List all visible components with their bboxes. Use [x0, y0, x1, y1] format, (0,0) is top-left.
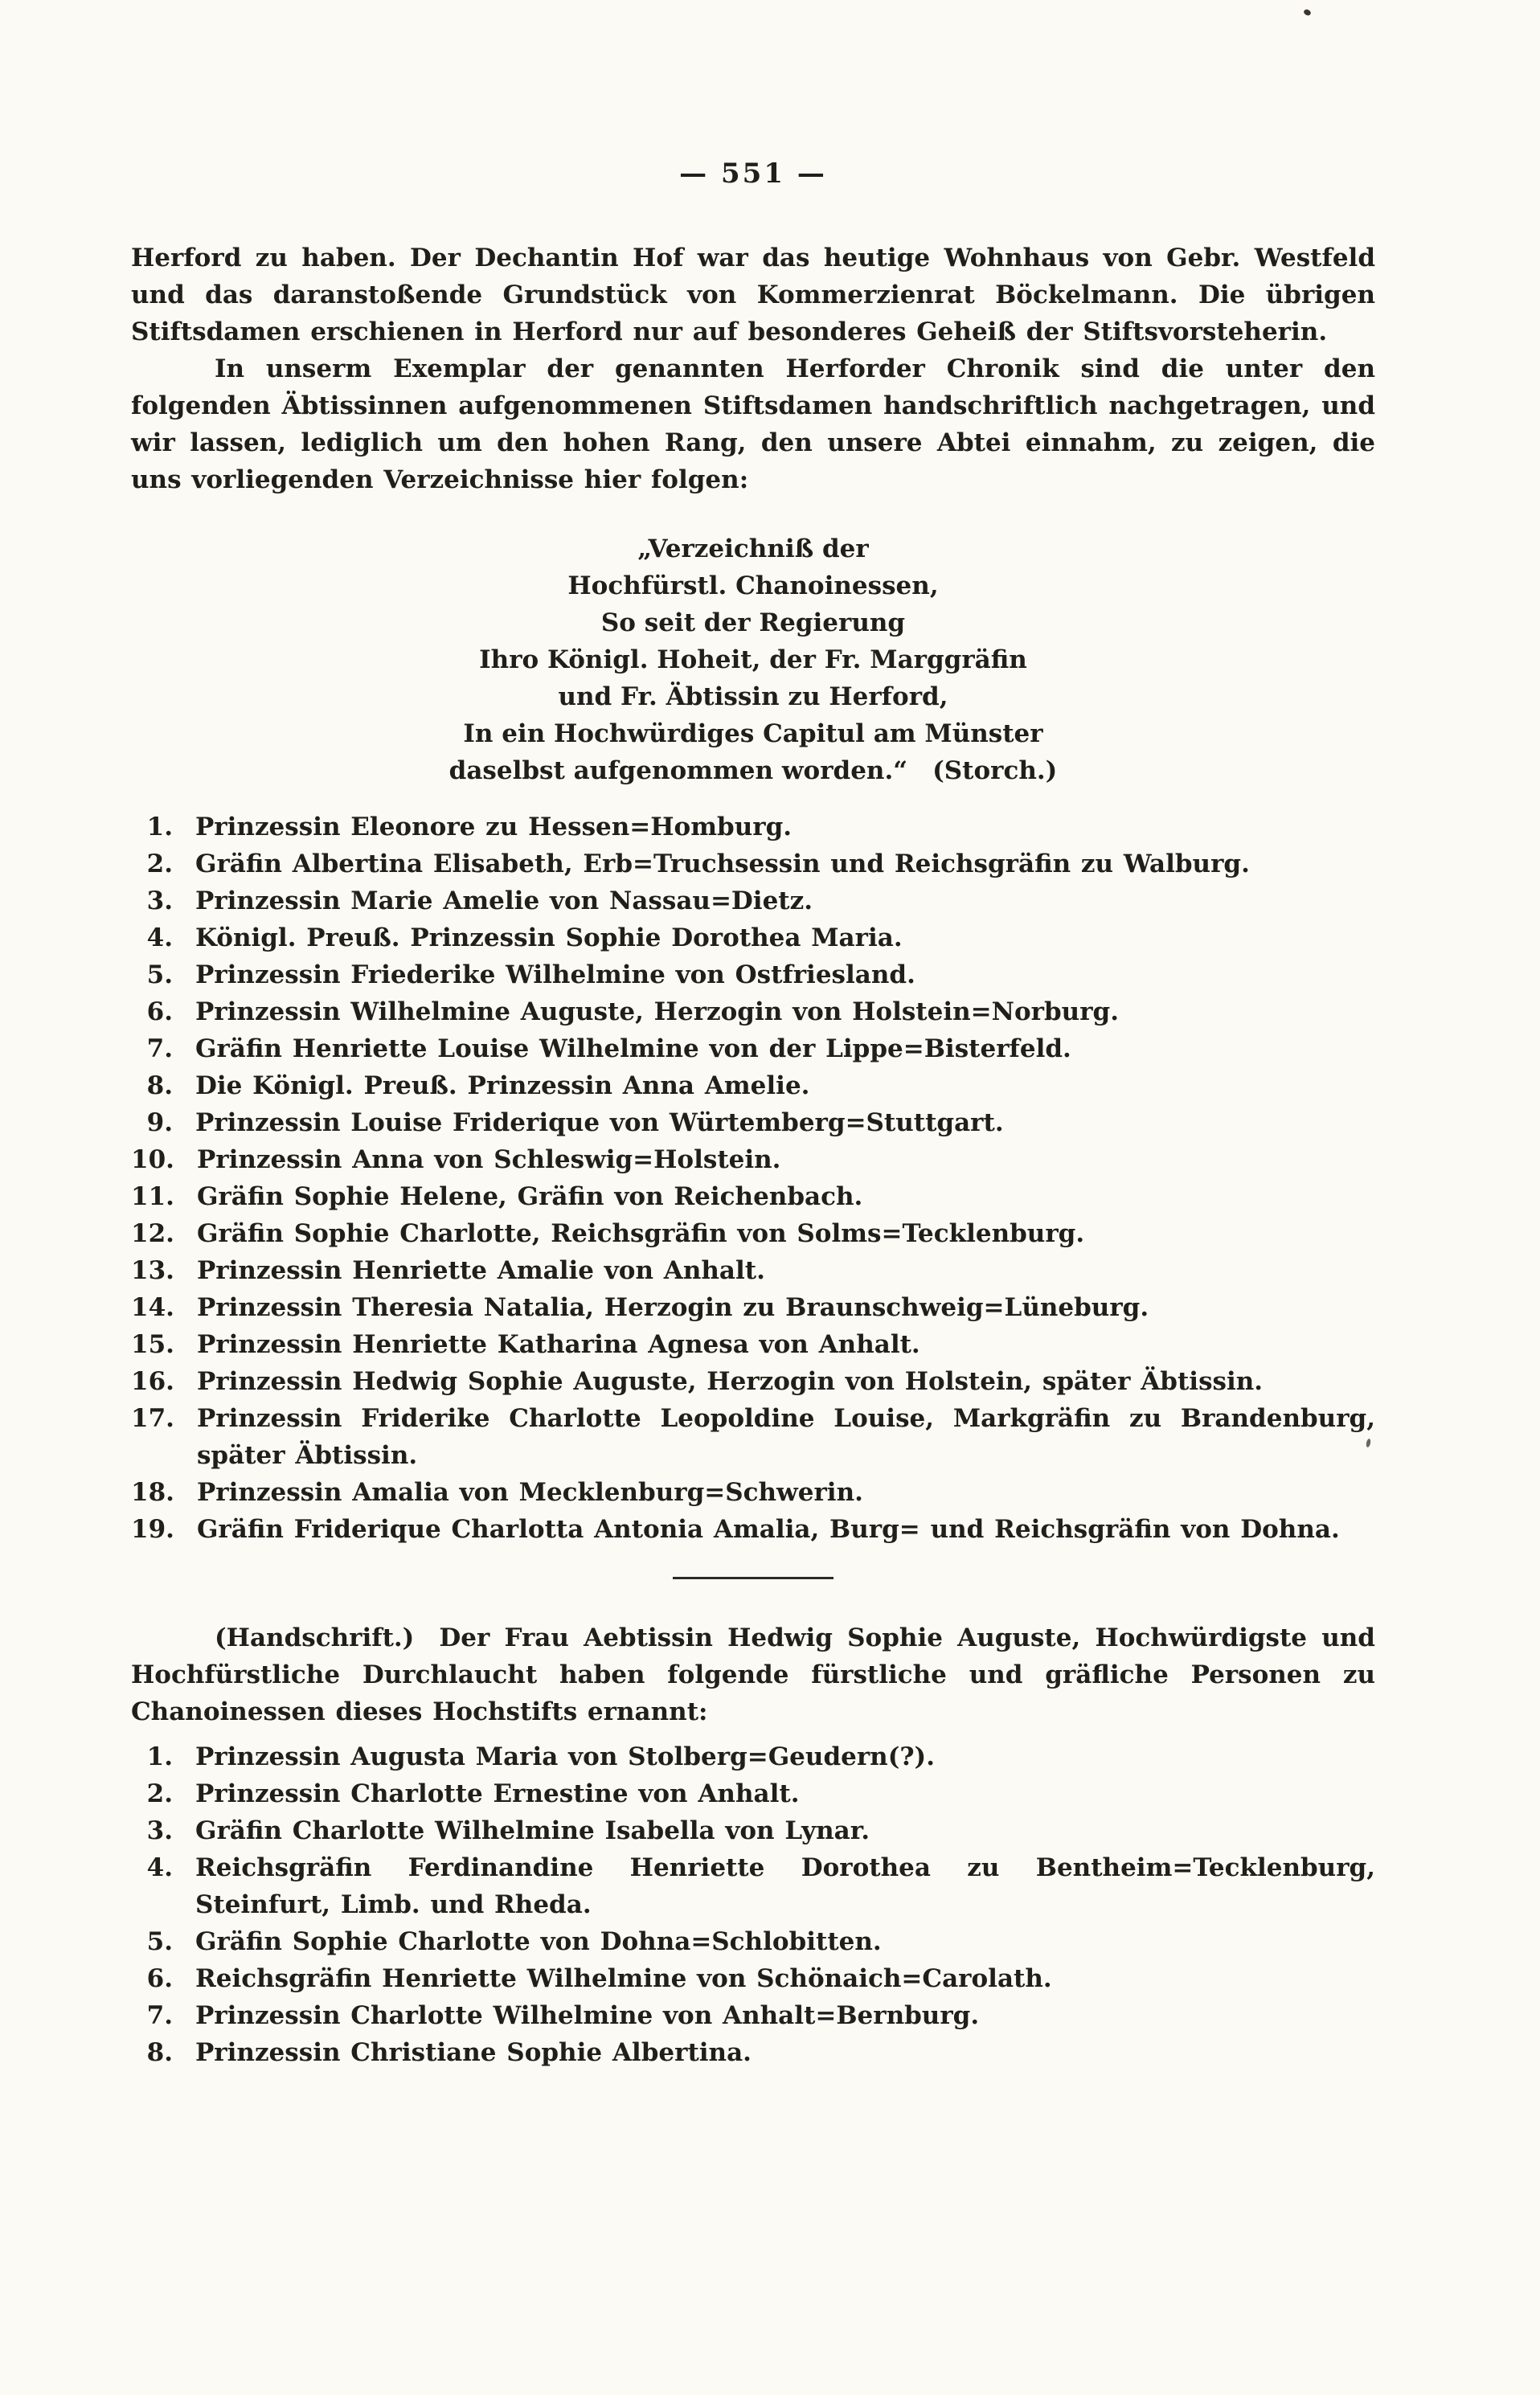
list-item-text: Prinzessin Charlotte Ernestine von Anhalt.: [195, 1779, 800, 1808]
list-item-number: 3.: [146, 886, 173, 915]
list-item-text: Prinzessin Friederike Wilhelmine von Ostfriesland.: [195, 960, 915, 989]
list-item: [131, 1997, 1375, 2034]
list-item: [131, 1923, 1375, 1960]
list-item-text: Gräfin Charlotte Wilhelmine Isabella von Lynar.: [195, 1816, 870, 1845]
list-item: [131, 1104, 1375, 1141]
list-item: [131, 1400, 1375, 1474]
list-item: [131, 1326, 1375, 1363]
list-item-text: Prinzessin Eleonore zu Hessen=Homburg.: [195, 813, 793, 841]
list-item-number: 11.: [131, 1182, 174, 1211]
list-item-number: 9.: [146, 1108, 173, 1137]
list-item-text: Prinzessin Marie Amelie von Nassau=Dietz.: [195, 886, 813, 915]
list-item-number: 7.: [146, 2001, 173, 2030]
list-item-number: 17.: [131, 1404, 174, 1433]
list-item: [131, 1511, 1375, 1548]
list-item-text: Prinzessin Theresia Natalia, Herzogin zu Braunschweig=Lüneburg.: [196, 1293, 1149, 1322]
list-item: [131, 1738, 1375, 1775]
list-item: [131, 809, 1375, 845]
list-item-text: Gräfin Albertina Elisabeth, Erb=Truchsessin und Reichsgräfin zu Walburg.: [195, 850, 1250, 878]
list-item-number: 8.: [146, 1071, 173, 1100]
list-item-number: 10.: [131, 1145, 174, 1174]
list-item-text: Prinzessin Louise Friderique von Würtemberg=Stuttgart.: [195, 1108, 1004, 1137]
list-item-text: Gräfin Henriette Louise Wilhelmine von der Lippe=Bisterfeld.: [195, 1034, 1071, 1063]
paragraph-chronik: In unserm Exemplar der genannten Herforder Chronik sind die unter den folgenden Äbtissinnen aufgenommenen Stiftsdamen handschriftlich nachgetragen, und wir lassen, lediglich um den hohen Rang, den unsere Abtei einnahm, zu zeigen, die uns vorliegenden Verzeichnisse hier folgen:: [131, 354, 1375, 494]
section-divider: [673, 1577, 833, 1579]
list-item-text: Prinzessin Henriette Katharina Agnesa von Anhalt.: [196, 1330, 920, 1359]
list-item-text: Gräfin Sophie Helene, Gräfin von Reichenbach.: [196, 1182, 863, 1211]
book-page: [131, 0, 1375, 2071]
list-item-number: 6.: [146, 997, 173, 1026]
list-item-text: Gräfin Sophie Charlotte von Dohna=Schlobitten.: [195, 1927, 882, 1956]
list-item-text: Reichsgräfin Ferdinandine Henriette Dorothea zu Bentheim=Tecklenburg, Steinfurt, Limb. und Rheda.: [195, 1853, 1375, 1919]
list-item-text: Die Königl. Preuß. Prinzessin Anna Amelie.: [195, 1071, 810, 1100]
list-item-number: 15.: [131, 1330, 174, 1359]
list-item: [131, 1849, 1375, 1923]
list-item: [131, 1252, 1375, 1289]
list-item-number: 18.: [131, 1478, 174, 1507]
verse-line: daselbst aufgenommen worden.“ (Storch.): [448, 756, 1058, 785]
list-item-number: 8.: [146, 2038, 173, 2067]
list-item-number: 5.: [146, 960, 173, 989]
list-item: [131, 1775, 1375, 1812]
list-item: [131, 1474, 1375, 1511]
list-item: [131, 956, 1375, 993]
list-item-number: 5.: [146, 1927, 173, 1956]
list-item-number: 4.: [146, 1853, 173, 1882]
list-item: [131, 993, 1375, 1030]
list-item-text: Reichsgräfin Henriette Wilhelmine von Schönaich=Carolath.: [195, 1964, 1052, 1993]
list-item: [131, 845, 1375, 882]
list-item-text: Gräfin Friderique Charlotta Antonia Amalia, Burg= und Reichsgräfin von Dohna.: [196, 1515, 1340, 1544]
list-item-text: Prinzessin Wilhelmine Auguste, Herzogin von Holstein=Norburg.: [195, 997, 1119, 1026]
list-item: [131, 1812, 1375, 1849]
chanoinessen-list-storch: [131, 809, 1375, 1548]
verse-block: [131, 530, 1375, 789]
list-item-text: Königl. Preuß. Prinzessin Sophie Dorothea Maria.: [195, 923, 903, 952]
verse-line: Hochfürstl. Chanoinessen,: [567, 571, 939, 600]
paragraph-handschrift: (Handschrift.) Der Frau Aebtissin Hedwig Sophie Auguste, Hochwürdigste und Hochfürstliche Durchlaucht haben folgende fürstliche und gräfliche Personen zu Chanoinessen dieses Hochstifts ernannt:: [131, 1623, 1375, 1726]
verse-line: So seit der Regierung: [600, 608, 906, 637]
list-item-number: 16.: [131, 1367, 174, 1396]
list-item-number: 13.: [131, 1256, 174, 1285]
list-item-text: Prinzessin Christiane Sophie Albertina.: [195, 2038, 752, 2067]
list-item: [131, 1030, 1375, 1067]
list-item-number: 2.: [146, 1779, 173, 1808]
chanoinessen-list-handschrift: [131, 1738, 1375, 2071]
list-item-number: 12.: [131, 1219, 174, 1248]
list-item: [131, 1215, 1375, 1252]
list-item-text: Prinzessin Anna von Schleswig=Holstein.: [196, 1145, 781, 1174]
paragraph-intro: Herford zu haben. Der Dechantin Hof war das heutige Wohnhaus von Gebr. Westfeld und das daranstoßende Grundstück von Kommerzienrat Böckelmann. Die übrigen Stiftsdamen erschienen in Herford nur auf besonderes Geheiß der Stiftsvorsteherin.: [131, 244, 1375, 346]
list-item: [131, 1067, 1375, 1104]
list-item: [131, 1960, 1375, 1997]
list-item: [131, 2034, 1375, 2071]
list-item-number: 4.: [146, 923, 173, 952]
list-item: [131, 1178, 1375, 1215]
list-item-text: Gräfin Sophie Charlotte, Reichsgräfin von Solms=Tecklenburg.: [196, 1219, 1085, 1248]
list-item-number: 7.: [146, 1034, 173, 1063]
list-item-number: 1.: [146, 1742, 173, 1771]
list-item-text: Prinzessin Henriette Amalie von Anhalt.: [196, 1256, 765, 1285]
list-item: [131, 1289, 1375, 1326]
verse-line: „Verzeichniß der: [637, 534, 869, 563]
list-item-number: 3.: [146, 1816, 173, 1845]
list-item-text: Prinzessin Charlotte Wilhelmine von Anhalt=Bernburg.: [195, 2001, 980, 2030]
verse-line: In ein Hochwürdiges Capitul am Münster: [463, 719, 1043, 748]
list-item-number: 6.: [146, 1964, 173, 1993]
list-item-number: 14.: [131, 1293, 174, 1322]
list-item: [131, 1141, 1375, 1178]
list-item-number: 19.: [131, 1515, 174, 1544]
list-item: [131, 1363, 1375, 1400]
list-item-text: Prinzessin Friderike Charlotte Leopoldine Louise, Markgräfin zu Brandenburg, später Äbtissin.: [196, 1404, 1375, 1470]
list-item: [131, 919, 1375, 956]
page-number: — 551 —: [679, 158, 827, 190]
list-item: [131, 882, 1375, 919]
list-item-number: 2.: [146, 850, 173, 878]
verse-line: Ihro Königl. Hoheit, der Fr. Marggräfin: [479, 645, 1027, 674]
list-item-text: Prinzessin Hedwig Sophie Auguste, Herzogin von Holstein, später Äbtissin.: [196, 1367, 1264, 1396]
list-item-number: 1.: [146, 813, 173, 841]
list-item-text: Prinzessin Augusta Maria von Stolberg=Geudern(?).: [195, 1742, 936, 1771]
verse-line: und Fr. Äbtissin zu Herford,: [558, 682, 948, 711]
list-item-text: Prinzessin Amalia von Mecklenburg=Schwerin.: [196, 1478, 863, 1507]
